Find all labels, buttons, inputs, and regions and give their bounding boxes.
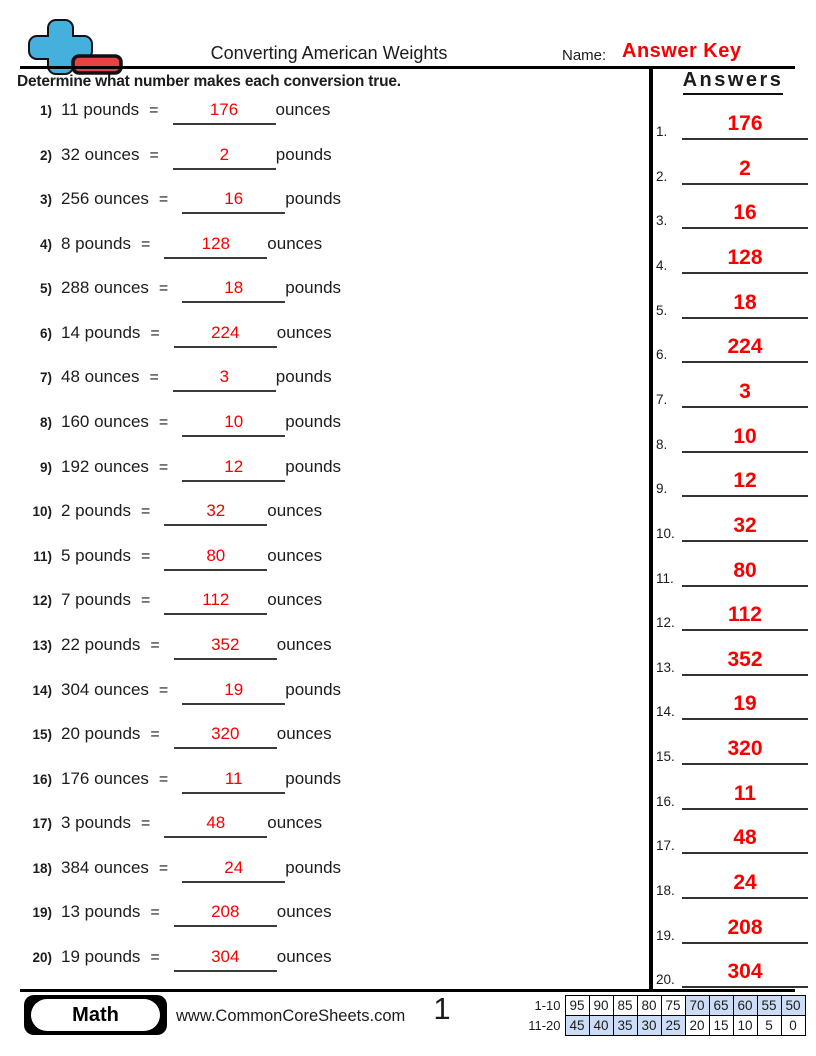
page-title: Converting American Weights bbox=[210, 43, 448, 63]
problem-answer-blank: 11 bbox=[182, 769, 285, 794]
problem-given: 384 ounces bbox=[61, 857, 149, 877]
score-cell: 85 bbox=[613, 996, 637, 1016]
problem-number: 3) bbox=[39, 192, 52, 208]
problem-number: 19) bbox=[32, 905, 52, 921]
answer-value: 3 bbox=[682, 380, 808, 408]
problem-answer-blank: 80 bbox=[164, 546, 267, 571]
answer-number: 8. bbox=[656, 436, 668, 452]
problem-unit: pounds bbox=[285, 412, 342, 432]
problem-answer-blank: 352 bbox=[174, 635, 277, 660]
answer-value: 10 bbox=[682, 425, 808, 453]
answer-item bbox=[656, 188, 808, 229]
problem-answer-blank: 208 bbox=[174, 902, 277, 927]
problem-row bbox=[22, 367, 332, 392]
answer-item bbox=[656, 367, 808, 408]
answer-value: 16 bbox=[682, 201, 808, 229]
problem-given: 176 ounces bbox=[61, 768, 149, 788]
problem-number: 2) bbox=[39, 147, 52, 163]
answer-item bbox=[656, 546, 808, 587]
problem-given: 2 pounds bbox=[61, 501, 131, 521]
problem-given: 8 pounds bbox=[61, 233, 131, 253]
score-row-label: 11-20 bbox=[528, 1018, 561, 1033]
problem-number: 14) bbox=[32, 682, 52, 698]
problem-given: 7 pounds bbox=[61, 590, 131, 610]
answer-number: 18. bbox=[656, 883, 675, 899]
problem-answer-blank: 304 bbox=[174, 947, 277, 972]
answer-number: 1. bbox=[656, 124, 668, 139]
score-cell: 70 bbox=[685, 996, 709, 1016]
answer-item bbox=[656, 99, 808, 140]
problem-given: 256 ounces bbox=[61, 189, 149, 209]
equals-sign: = bbox=[149, 369, 159, 387]
answer-item bbox=[656, 412, 808, 453]
problem-row bbox=[22, 189, 341, 214]
problem-answer-blank: 12 bbox=[182, 457, 285, 482]
problem-row bbox=[22, 278, 341, 303]
answer-value: 224 bbox=[682, 335, 808, 363]
answer-number: 4. bbox=[656, 257, 668, 273]
equals-sign: = bbox=[150, 726, 160, 744]
score-cell: 90 bbox=[589, 996, 613, 1016]
instruction-text: Determine what number makes each conversion true. bbox=[17, 73, 401, 90]
problem-unit: ounces bbox=[267, 233, 323, 253]
answer-value: 48 bbox=[682, 826, 808, 854]
score-row bbox=[527, 996, 805, 1016]
answer-number: 5. bbox=[656, 302, 668, 318]
score-cell: 75 bbox=[661, 996, 685, 1016]
score-cell: 95 bbox=[565, 996, 589, 1016]
website-text: www.CommonCoreSheets.com bbox=[176, 1007, 406, 1025]
score-cell: 80 bbox=[637, 996, 661, 1016]
problem-answer-blank: 48 bbox=[164, 813, 267, 838]
answers-heading: Answers bbox=[683, 69, 784, 95]
problem-number: 5) bbox=[39, 281, 52, 297]
equals-sign: = bbox=[150, 904, 160, 922]
problem-given: 14 pounds bbox=[61, 322, 141, 342]
answer-value: 24 bbox=[682, 871, 808, 899]
problem-unit: ounces bbox=[267, 590, 323, 610]
equals-sign: = bbox=[158, 458, 169, 476]
score-cell: 45 bbox=[565, 1016, 589, 1036]
score-cell: 40 bbox=[589, 1016, 613, 1036]
equals-sign: = bbox=[158, 681, 169, 699]
problem-unit: pounds bbox=[285, 456, 342, 476]
equals-sign: = bbox=[150, 636, 160, 654]
answer-number: 15. bbox=[656, 749, 675, 765]
answer-number: 20. bbox=[656, 972, 675, 988]
answer-value: 352 bbox=[682, 648, 808, 676]
problem-row bbox=[22, 947, 332, 972]
problem-number: 10) bbox=[32, 504, 52, 520]
problem-answer-blank: 176 bbox=[173, 100, 276, 125]
answer-value: 80 bbox=[682, 559, 808, 587]
score-cell: 10 bbox=[733, 1016, 757, 1036]
equals-sign: = bbox=[149, 102, 159, 119]
problem-unit: pounds bbox=[285, 189, 342, 209]
score-cell: 5 bbox=[757, 1016, 781, 1036]
problem-given: 288 ounces bbox=[61, 278, 149, 298]
problem-number: 6) bbox=[39, 325, 52, 341]
problem-answer-blank: 224 bbox=[174, 323, 277, 348]
problem-answer-blank: 2 bbox=[173, 145, 276, 170]
problem-row bbox=[22, 590, 322, 615]
problem-number: 8) bbox=[39, 415, 52, 431]
answers-divider bbox=[649, 68, 653, 990]
subject-label: Math bbox=[31, 999, 160, 1031]
problem-unit: ounces bbox=[267, 501, 323, 521]
problem-row bbox=[22, 412, 341, 437]
answer-item bbox=[656, 590, 808, 631]
problem-answer-blank: 10 bbox=[182, 412, 285, 437]
problem-row bbox=[22, 100, 330, 125]
equals-sign: = bbox=[140, 235, 151, 253]
problem-answer-blank: 18 bbox=[182, 278, 285, 303]
problem-unit: ounces bbox=[276, 634, 332, 654]
problem-unit: ounces bbox=[267, 813, 323, 833]
problem-number: 13) bbox=[32, 637, 52, 653]
problem-number: 20) bbox=[32, 950, 52, 966]
problem-row bbox=[22, 323, 332, 348]
problem-answer-blank: 320 bbox=[174, 724, 277, 749]
problem-unit: pounds bbox=[285, 679, 342, 699]
answer-number: 13. bbox=[656, 659, 675, 675]
problem-number: 16) bbox=[32, 771, 52, 787]
problem-row bbox=[22, 635, 332, 660]
problem-row bbox=[22, 546, 322, 571]
problem-row bbox=[22, 724, 332, 749]
score-cell: 65 bbox=[709, 996, 733, 1016]
answer-number: 7. bbox=[656, 391, 668, 407]
problem-given: 11 pounds bbox=[61, 100, 140, 119]
problem-answer-blank: 32 bbox=[164, 501, 267, 526]
problem-row bbox=[22, 813, 322, 838]
answer-value: 32 bbox=[682, 514, 808, 542]
problem-unit: ounces bbox=[276, 947, 332, 967]
equals-sign: = bbox=[150, 324, 160, 342]
answer-number: 16. bbox=[656, 793, 675, 809]
problem-row bbox=[22, 858, 341, 883]
score-cell: 0 bbox=[781, 1016, 805, 1036]
score-cell: 60 bbox=[733, 996, 757, 1016]
problem-unit: pounds bbox=[275, 144, 332, 164]
problem-unit: ounces bbox=[276, 724, 332, 744]
problem-row bbox=[22, 457, 341, 482]
answer-item bbox=[656, 858, 808, 899]
equals-sign: = bbox=[140, 592, 151, 610]
page-number: 1 bbox=[433, 991, 451, 1026]
problem-row bbox=[22, 680, 341, 705]
problem-number: 12) bbox=[32, 593, 52, 609]
problem-row bbox=[22, 902, 332, 927]
problem-number: 7) bbox=[39, 370, 52, 386]
equals-sign: = bbox=[158, 280, 169, 298]
problem-number: 17) bbox=[32, 816, 52, 832]
equals-sign: = bbox=[140, 547, 151, 565]
problem-number: 4) bbox=[39, 236, 52, 252]
answer-value: 12 bbox=[682, 469, 808, 497]
problem-given: 13 pounds bbox=[61, 902, 141, 922]
equals-sign: = bbox=[158, 859, 169, 877]
answer-value: 320 bbox=[682, 737, 808, 765]
problem-row bbox=[22, 145, 332, 170]
score-cell: 25 bbox=[661, 1016, 685, 1036]
answer-number: 14. bbox=[656, 704, 675, 720]
problem-answer-blank: 19 bbox=[182, 680, 285, 705]
problem-unit: ounces bbox=[267, 545, 323, 565]
equals-sign: = bbox=[149, 146, 159, 164]
problem-unit: ounces bbox=[276, 322, 332, 342]
answer-key-label: Answer Key bbox=[622, 40, 742, 62]
answer-number: 11. bbox=[656, 570, 674, 586]
answer-value: 208 bbox=[682, 916, 808, 944]
answer-value: 19 bbox=[682, 692, 808, 720]
score-cell: 20 bbox=[685, 1016, 709, 1036]
equals-sign: = bbox=[150, 949, 160, 967]
answer-number: 19. bbox=[656, 927, 675, 943]
problem-row bbox=[22, 234, 322, 259]
answer-number: 9. bbox=[656, 481, 668, 497]
score-row bbox=[527, 1016, 805, 1036]
problem-given: 19 pounds bbox=[61, 947, 141, 967]
score-table bbox=[527, 995, 806, 1036]
answer-value: 11 bbox=[682, 782, 808, 810]
answer-value: 176 bbox=[682, 112, 808, 140]
equals-sign: = bbox=[140, 815, 151, 833]
answer-value: 112 bbox=[682, 603, 808, 631]
answer-item bbox=[656, 501, 808, 542]
problem-given: 304 ounces bbox=[61, 679, 149, 699]
problem-unit: pounds bbox=[285, 278, 342, 298]
equals-sign: = bbox=[158, 770, 169, 788]
answer-item bbox=[656, 724, 808, 765]
answer-value: 2 bbox=[682, 157, 808, 185]
problem-unit: pounds bbox=[285, 768, 342, 788]
problem-unit: ounces bbox=[275, 100, 331, 119]
answer-number: 2. bbox=[656, 168, 668, 184]
problem-answer-blank: 128 bbox=[164, 234, 267, 259]
problem-answer-blank: 112 bbox=[164, 590, 267, 615]
score-cell: 50 bbox=[781, 996, 805, 1016]
problem-given: 20 pounds bbox=[61, 724, 141, 744]
answer-item bbox=[656, 679, 808, 720]
problem-number: 15) bbox=[32, 727, 52, 743]
equals-sign: = bbox=[158, 191, 169, 209]
answer-number: 12. bbox=[656, 615, 675, 631]
problem-number: 11) bbox=[33, 548, 52, 564]
problem-number: 1) bbox=[39, 103, 52, 118]
problem-given: 3 pounds bbox=[61, 813, 131, 833]
answer-item bbox=[656, 813, 808, 854]
problem-unit: pounds bbox=[275, 367, 332, 387]
problem-answer-blank: 24 bbox=[182, 858, 285, 883]
answer-item bbox=[656, 903, 808, 944]
answer-item bbox=[656, 769, 808, 810]
problem-number: 9) bbox=[39, 459, 52, 475]
problem-unit: ounces bbox=[276, 902, 332, 922]
problem-number: 18) bbox=[32, 860, 52, 876]
problems-list bbox=[22, 0, 642, 1056]
answer-number: 10. bbox=[656, 525, 675, 541]
problem-answer-blank: 16 bbox=[182, 189, 285, 214]
answer-item bbox=[656, 144, 808, 185]
problem-row bbox=[22, 501, 322, 526]
name-label: Name: bbox=[562, 47, 607, 64]
problem-given: 5 pounds bbox=[61, 545, 131, 565]
problem-given: 160 ounces bbox=[61, 412, 149, 432]
answer-value: 18 bbox=[682, 291, 808, 319]
score-row-label: 1-10 bbox=[534, 998, 561, 1013]
problem-given: 192 ounces bbox=[61, 456, 149, 476]
problem-unit: pounds bbox=[285, 857, 342, 877]
answers-list bbox=[656, 0, 808, 1056]
answer-value: 128 bbox=[682, 246, 808, 274]
problem-row bbox=[22, 769, 341, 794]
answer-item bbox=[656, 322, 808, 363]
answer-item bbox=[656, 635, 808, 676]
answer-item bbox=[656, 233, 808, 274]
answer-item bbox=[656, 278, 808, 319]
problem-given: 32 ounces bbox=[61, 144, 140, 164]
equals-sign: = bbox=[140, 503, 151, 521]
answer-item bbox=[656, 456, 808, 497]
score-cell: 30 bbox=[637, 1016, 661, 1036]
answer-number: 6. bbox=[656, 347, 668, 363]
equals-sign: = bbox=[158, 414, 169, 432]
problem-answer-blank: 3 bbox=[173, 367, 276, 392]
subject-badge bbox=[24, 995, 167, 1035]
answer-item bbox=[656, 947, 808, 988]
score-cell: 35 bbox=[613, 1016, 637, 1036]
problem-given: 48 ounces bbox=[61, 367, 140, 387]
answer-value: 304 bbox=[682, 960, 808, 988]
answer-number: 17. bbox=[656, 838, 675, 854]
score-cell: 55 bbox=[757, 996, 781, 1016]
problem-given: 22 pounds bbox=[61, 634, 141, 654]
score-cell: 15 bbox=[709, 1016, 733, 1036]
answer-number: 3. bbox=[656, 213, 668, 229]
